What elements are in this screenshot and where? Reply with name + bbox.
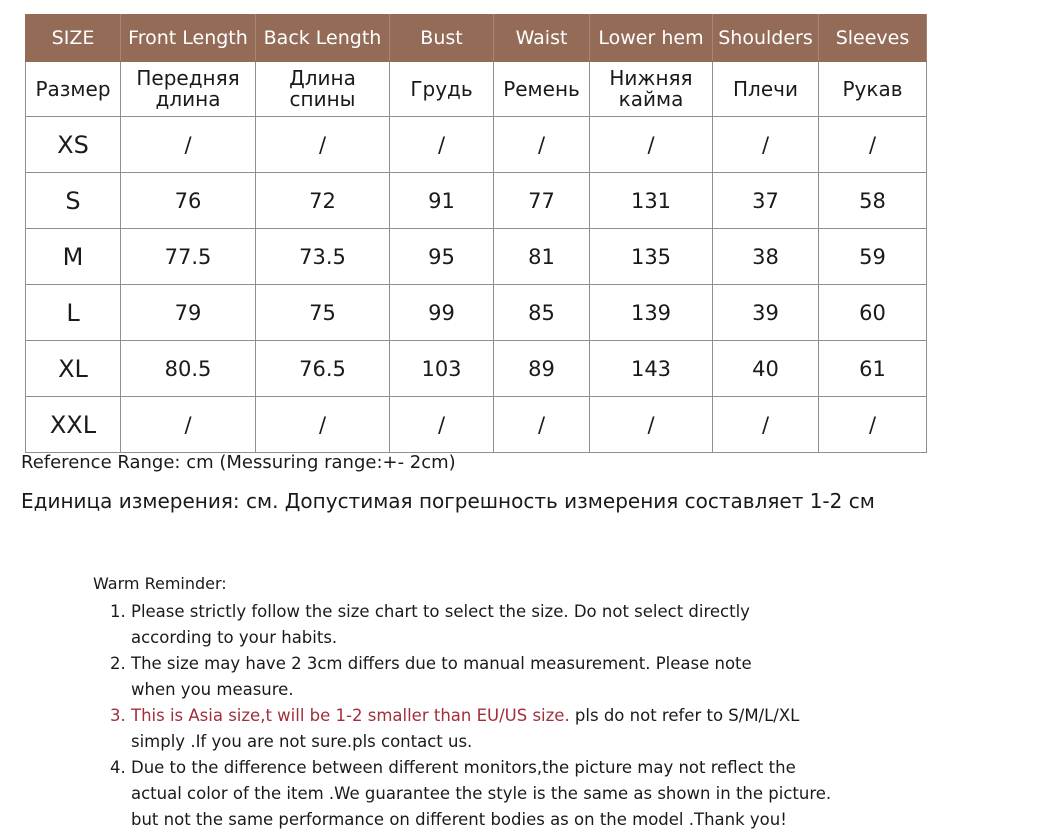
table-cell: 61 <box>819 341 927 397</box>
header-ru-back-length <box>256 62 390 117</box>
header-ru-label: Длина <box>289 66 356 90</box>
header-ru-label: Ремень <box>503 76 580 101</box>
table-cell: / <box>494 397 590 453</box>
table-cell: / <box>256 397 390 453</box>
table-cell: 76.5 <box>256 341 390 397</box>
header-ru-front-length <box>121 62 256 117</box>
header-ru-label: Плечи <box>733 76 798 101</box>
table-cell: 59 <box>819 229 927 285</box>
table-cell: 38 <box>713 229 819 285</box>
table-cell: 81 <box>494 229 590 285</box>
reminder-item <box>110 755 973 833</box>
size-chart-table <box>25 14 927 453</box>
table-row <box>26 229 927 285</box>
header-sleeves: Sleeves <box>819 15 927 62</box>
size-cell: L <box>26 285 121 341</box>
table-cell: / <box>713 397 819 453</box>
reminder-item-text <box>131 703 799 755</box>
table-cell: 60 <box>819 285 927 341</box>
table-cell: 39 <box>713 285 819 341</box>
table-cell: 77 <box>494 173 590 229</box>
header-row-ru <box>26 62 927 117</box>
size-cell: XL <box>26 341 121 397</box>
table-cell: 85 <box>494 285 590 341</box>
reference-range-note: Reference Range: cm (Messuring range:+- 2cm) <box>21 452 456 473</box>
warm-reminder <box>93 574 973 833</box>
table-cell: 37 <box>713 173 819 229</box>
table-cell: 131 <box>590 173 713 229</box>
header-ru-waist <box>494 62 590 117</box>
header-row-en <box>26 15 927 62</box>
table-cell: / <box>256 117 390 173</box>
table-cell: 95 <box>390 229 494 285</box>
size-cell: M <box>26 229 121 285</box>
header-size: SIZE <box>26 15 121 62</box>
header-ru-label: Нижняя <box>609 66 693 90</box>
table-cell: / <box>390 397 494 453</box>
table-cell: 73.5 <box>256 229 390 285</box>
size-cell: XXL <box>26 397 121 453</box>
table-cell: 40 <box>713 341 819 397</box>
reminder-item-text-rest: pls do not refer to S/M/L/XL simply .If you are not sure.pls contact us. <box>131 706 800 751</box>
table-cell: / <box>819 117 927 173</box>
header-ru-label: Рукав <box>842 76 903 101</box>
header-ru-label: Размер <box>35 76 111 101</box>
reminder-item <box>110 703 973 755</box>
header-ru-sleeves <box>819 62 927 117</box>
header-ru-size <box>26 62 121 117</box>
reminder-item-text: Due to the difference between different monitors,the picture may not reflect the actual color of the item .We guarantee the style is the same as shown in the picture. but not the same performance on different bodies as on the model .Thank you! <box>131 758 832 829</box>
reminder-item-text: The size may have 2 3cm differs due to manual measurement. Please note when you measure. <box>131 654 752 699</box>
header-waist: Waist <box>494 15 590 62</box>
table-cell: / <box>121 117 256 173</box>
header-ru-label: длина <box>155 87 221 111</box>
reminder-item <box>110 651 973 703</box>
table-cell: / <box>713 117 819 173</box>
reminder-item-number: 2. <box>110 654 126 673</box>
header-ru-lower-hem <box>590 62 713 117</box>
table-cell: 77.5 <box>121 229 256 285</box>
table-cell: 80.5 <box>121 341 256 397</box>
table-cell: / <box>121 397 256 453</box>
table-cell: 99 <box>390 285 494 341</box>
reminder-item-number: 1. <box>110 602 126 621</box>
header-bust: Bust <box>390 15 494 62</box>
table-row <box>26 341 927 397</box>
header-ru-label: Грудь <box>410 76 473 101</box>
table-row <box>26 173 927 229</box>
table-cell: 91 <box>390 173 494 229</box>
header-ru-shoulders <box>713 62 819 117</box>
table-cell: / <box>590 397 713 453</box>
asia-size-warning: This is Asia size,t will be 1-2 smaller than EU/US size. <box>131 706 570 725</box>
header-lower-hem: Lower hem <box>590 15 713 62</box>
table-cell: 76 <box>121 173 256 229</box>
size-cell: XS <box>26 117 121 173</box>
table-cell: 143 <box>590 341 713 397</box>
reminder-item-number: 3. <box>110 706 126 725</box>
reminder-item <box>110 599 973 651</box>
table-cell: 89 <box>494 341 590 397</box>
table-cell: 135 <box>590 229 713 285</box>
table-cell: / <box>494 117 590 173</box>
measurement-unit-note-ru: Единица измерения: см. Допустимая погрешность измерения составляет 1-2 см <box>21 489 875 513</box>
reminder-title: Warm Reminder: <box>93 574 227 593</box>
header-front-length: Front Length <box>121 15 256 62</box>
header-ru-bust <box>390 62 494 117</box>
header-ru-label: спины <box>289 87 356 111</box>
reminder-item-text: Please strictly follow the size chart to select the size. Do not select directly according to your habits. <box>131 602 750 647</box>
table-cell: 79 <box>121 285 256 341</box>
table-cell: 103 <box>390 341 494 397</box>
table-cell: 75 <box>256 285 390 341</box>
table-row <box>26 397 927 453</box>
header-back-length: Back Length <box>256 15 390 62</box>
table-row <box>26 117 927 173</box>
table-cell: 139 <box>590 285 713 341</box>
header-ru-label: Передняя <box>136 66 240 90</box>
table-cell: / <box>819 397 927 453</box>
table-cell: 58 <box>819 173 927 229</box>
table-cell: 72 <box>256 173 390 229</box>
size-cell: S <box>26 173 121 229</box>
table-cell: / <box>390 117 494 173</box>
table-row <box>26 285 927 341</box>
header-ru-label: кайма <box>618 87 684 111</box>
reminder-item-number: 4. <box>110 758 126 777</box>
table-cell: / <box>590 117 713 173</box>
header-shoulders: Shoulders <box>713 15 819 62</box>
